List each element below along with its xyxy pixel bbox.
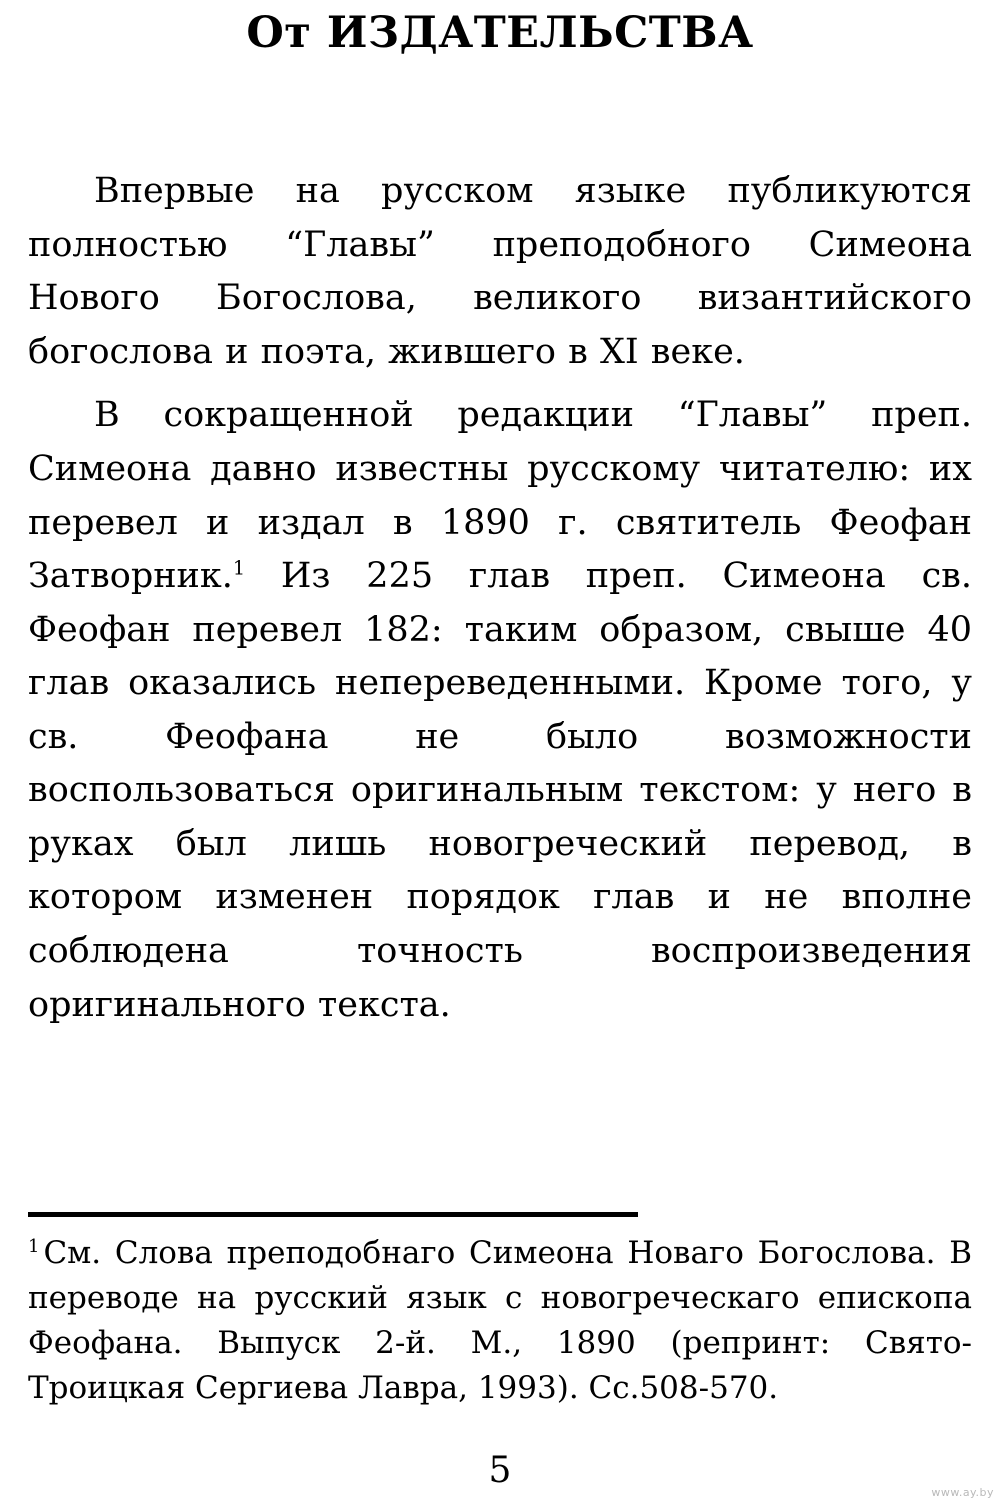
paragraph-1: Впервые на русском языке публикуются полностью “Главы” преподобного Симеона Нового Богослова, великого византийского богослова и поэта, жившего в XI веке. [28,171,972,372]
footnote-separator-rule [28,1212,638,1217]
watermark: www.ay.by [931,1486,994,1499]
footnote-body: См. Слова преподобнаго Симеона Новаго Богослова. В переводе на русский язык с новогреческаго епископа Феофана. Выпуск 2-й. М., 1890 (репринт: Свято-Троицкая Сергиева Лавра, 1993). Сс.508-570. [28,1235,972,1407]
footnote-text [28,1231,972,1411]
paragraph-2-tail: Из 225 глав преп. Симеона св. Феофан перевел 182: таким образом, свыше 40 глав оказались непереведенными. Кроме того, у св. Феофана не было возможности воспользоваться оригинальным текстом: у него в руках был лишь новогреческий перевод, в котором изменен порядок глав и не вполне соблюдена точность воспроизведения оригинального текста. [28,556,972,1025]
page-title: От ИЗДАТЕЛЬСТВА [246,8,754,58]
footnote-area [28,1212,972,1411]
page-number: 5 [488,1450,512,1491]
body-text [28,165,972,1032]
footnote-number: 1 [28,1235,40,1257]
paragraph-2-head: В сокращенной редакции “Главы” преп. Симеона давно известны русскому читателю: их перевел и издал в 1890 г. святитель Феофан Затворник. [28,395,972,597]
paragraph-2 [28,389,972,1032]
footnote-reference-marker[interactable]: 1 [232,556,246,580]
